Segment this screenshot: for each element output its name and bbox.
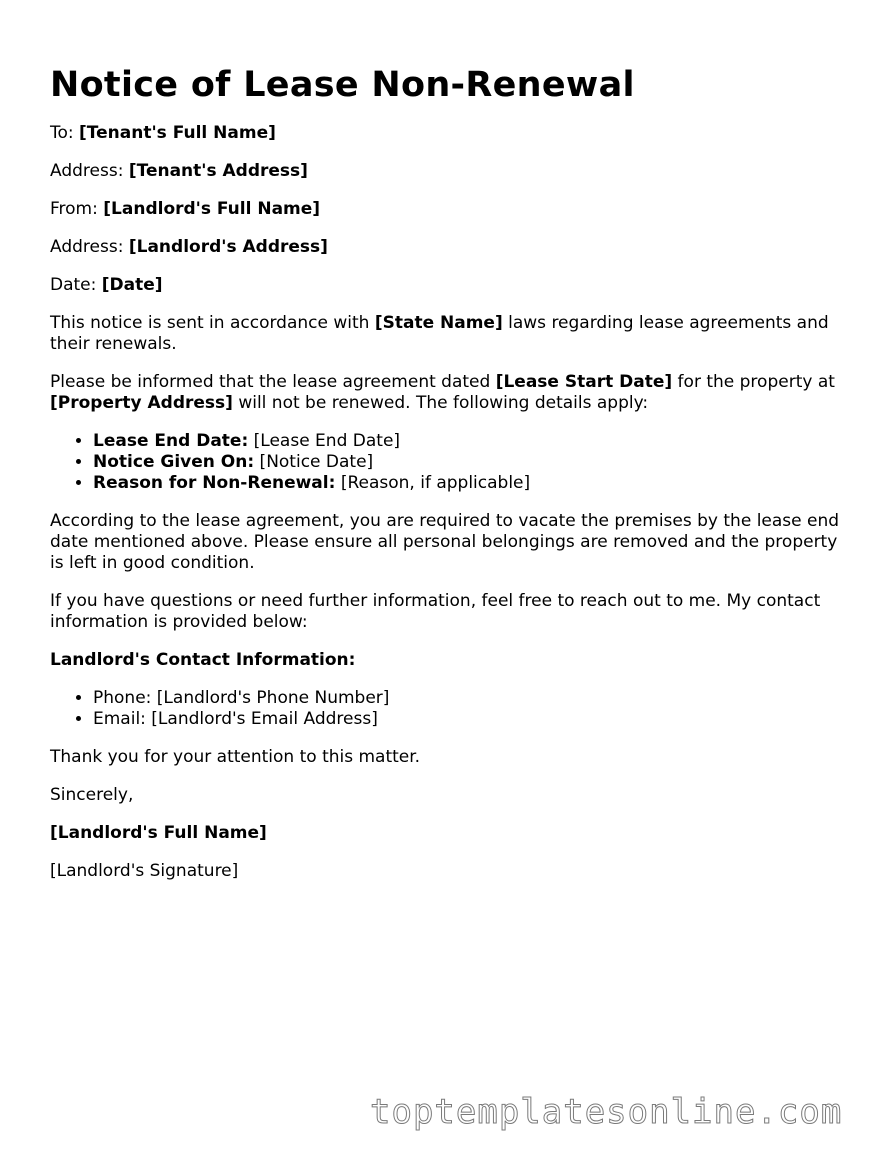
document-title: Notice of Lease Non-Renewal [50, 65, 635, 105]
watermark: toptemplatesonline.com [370, 1092, 843, 1132]
thanks-line: Thank you for your attention to this matter. [50, 747, 421, 767]
from-line [50, 199, 850, 220]
property-address: [Property Address] [50, 393, 233, 413]
para2-middle: for the property at [672, 372, 835, 392]
document [50, 64, 850, 899]
date-value: [Date] [101, 275, 163, 295]
vacate-paragraph: According to the lease agreement, you are required to vacate the premises by the lease end date mentioned above. Please ensure all personal belongings are removed and the property is left in good condition. [50, 511, 840, 573]
contact-heading: Landlord's Contact Information: [50, 650, 356, 670]
questions-paragraph: If you have questions or need further information, feel free to reach out to me. My contact information is provided below: [50, 591, 821, 632]
signer-name: [Landlord's Full Name] [50, 823, 267, 843]
detail-value: [Lease End Date] [248, 431, 401, 451]
para2-after: will not be renewed. The following details apply: [232, 393, 649, 413]
detail-label: Lease End Date: [93, 431, 249, 451]
detail-label: Reason for Non-Renewal: [93, 473, 336, 493]
detail-item [93, 452, 850, 473]
non-renewal-paragraph [50, 372, 850, 414]
landlord-address-value: [Landlord's Address] [128, 237, 328, 257]
contact-phone: • Phone: [Landlord's Phone Number] [93, 688, 850, 709]
tenant-address-value: [Tenant's Address] [128, 161, 308, 181]
contact-email: • Email: [Landlord's Email Address] [93, 709, 850, 730]
tenant-address-label: Address: [50, 161, 124, 181]
details-list [50, 431, 850, 494]
detail-value: [Reason, if applicable] [335, 473, 531, 493]
to-value: [Tenant's Full Name] [79, 123, 276, 143]
detail-label: Notice Given On: [93, 452, 255, 472]
closing-line: Sincerely, [50, 785, 134, 805]
date-line [50, 275, 850, 296]
detail-value: [Notice Date] [254, 452, 374, 472]
detail-item [93, 431, 850, 452]
signature-line: [Landlord's Signature] [50, 861, 239, 881]
para2-before: Please be informed that the lease agreement dated [50, 372, 496, 392]
contact-list [50, 688, 850, 730]
lease-start-date: [Lease Start Date] [495, 372, 673, 392]
para1-after: laws regarding lease agreements and their renewals. [50, 313, 829, 354]
landlord-address-line [50, 237, 850, 258]
tenant-address-line [50, 161, 850, 182]
date-label: Date: [50, 275, 97, 295]
para1-before: This notice is sent in accordance with [50, 313, 375, 333]
from-value: [Landlord's Full Name] [103, 199, 321, 219]
to-label: To: [50, 123, 74, 143]
detail-item [93, 473, 850, 494]
to-line [50, 123, 850, 144]
from-label: From: [50, 199, 98, 219]
state-name: [State Name] [374, 313, 503, 333]
landlord-address-label: Address: [50, 237, 124, 257]
state-law-paragraph [50, 313, 850, 355]
